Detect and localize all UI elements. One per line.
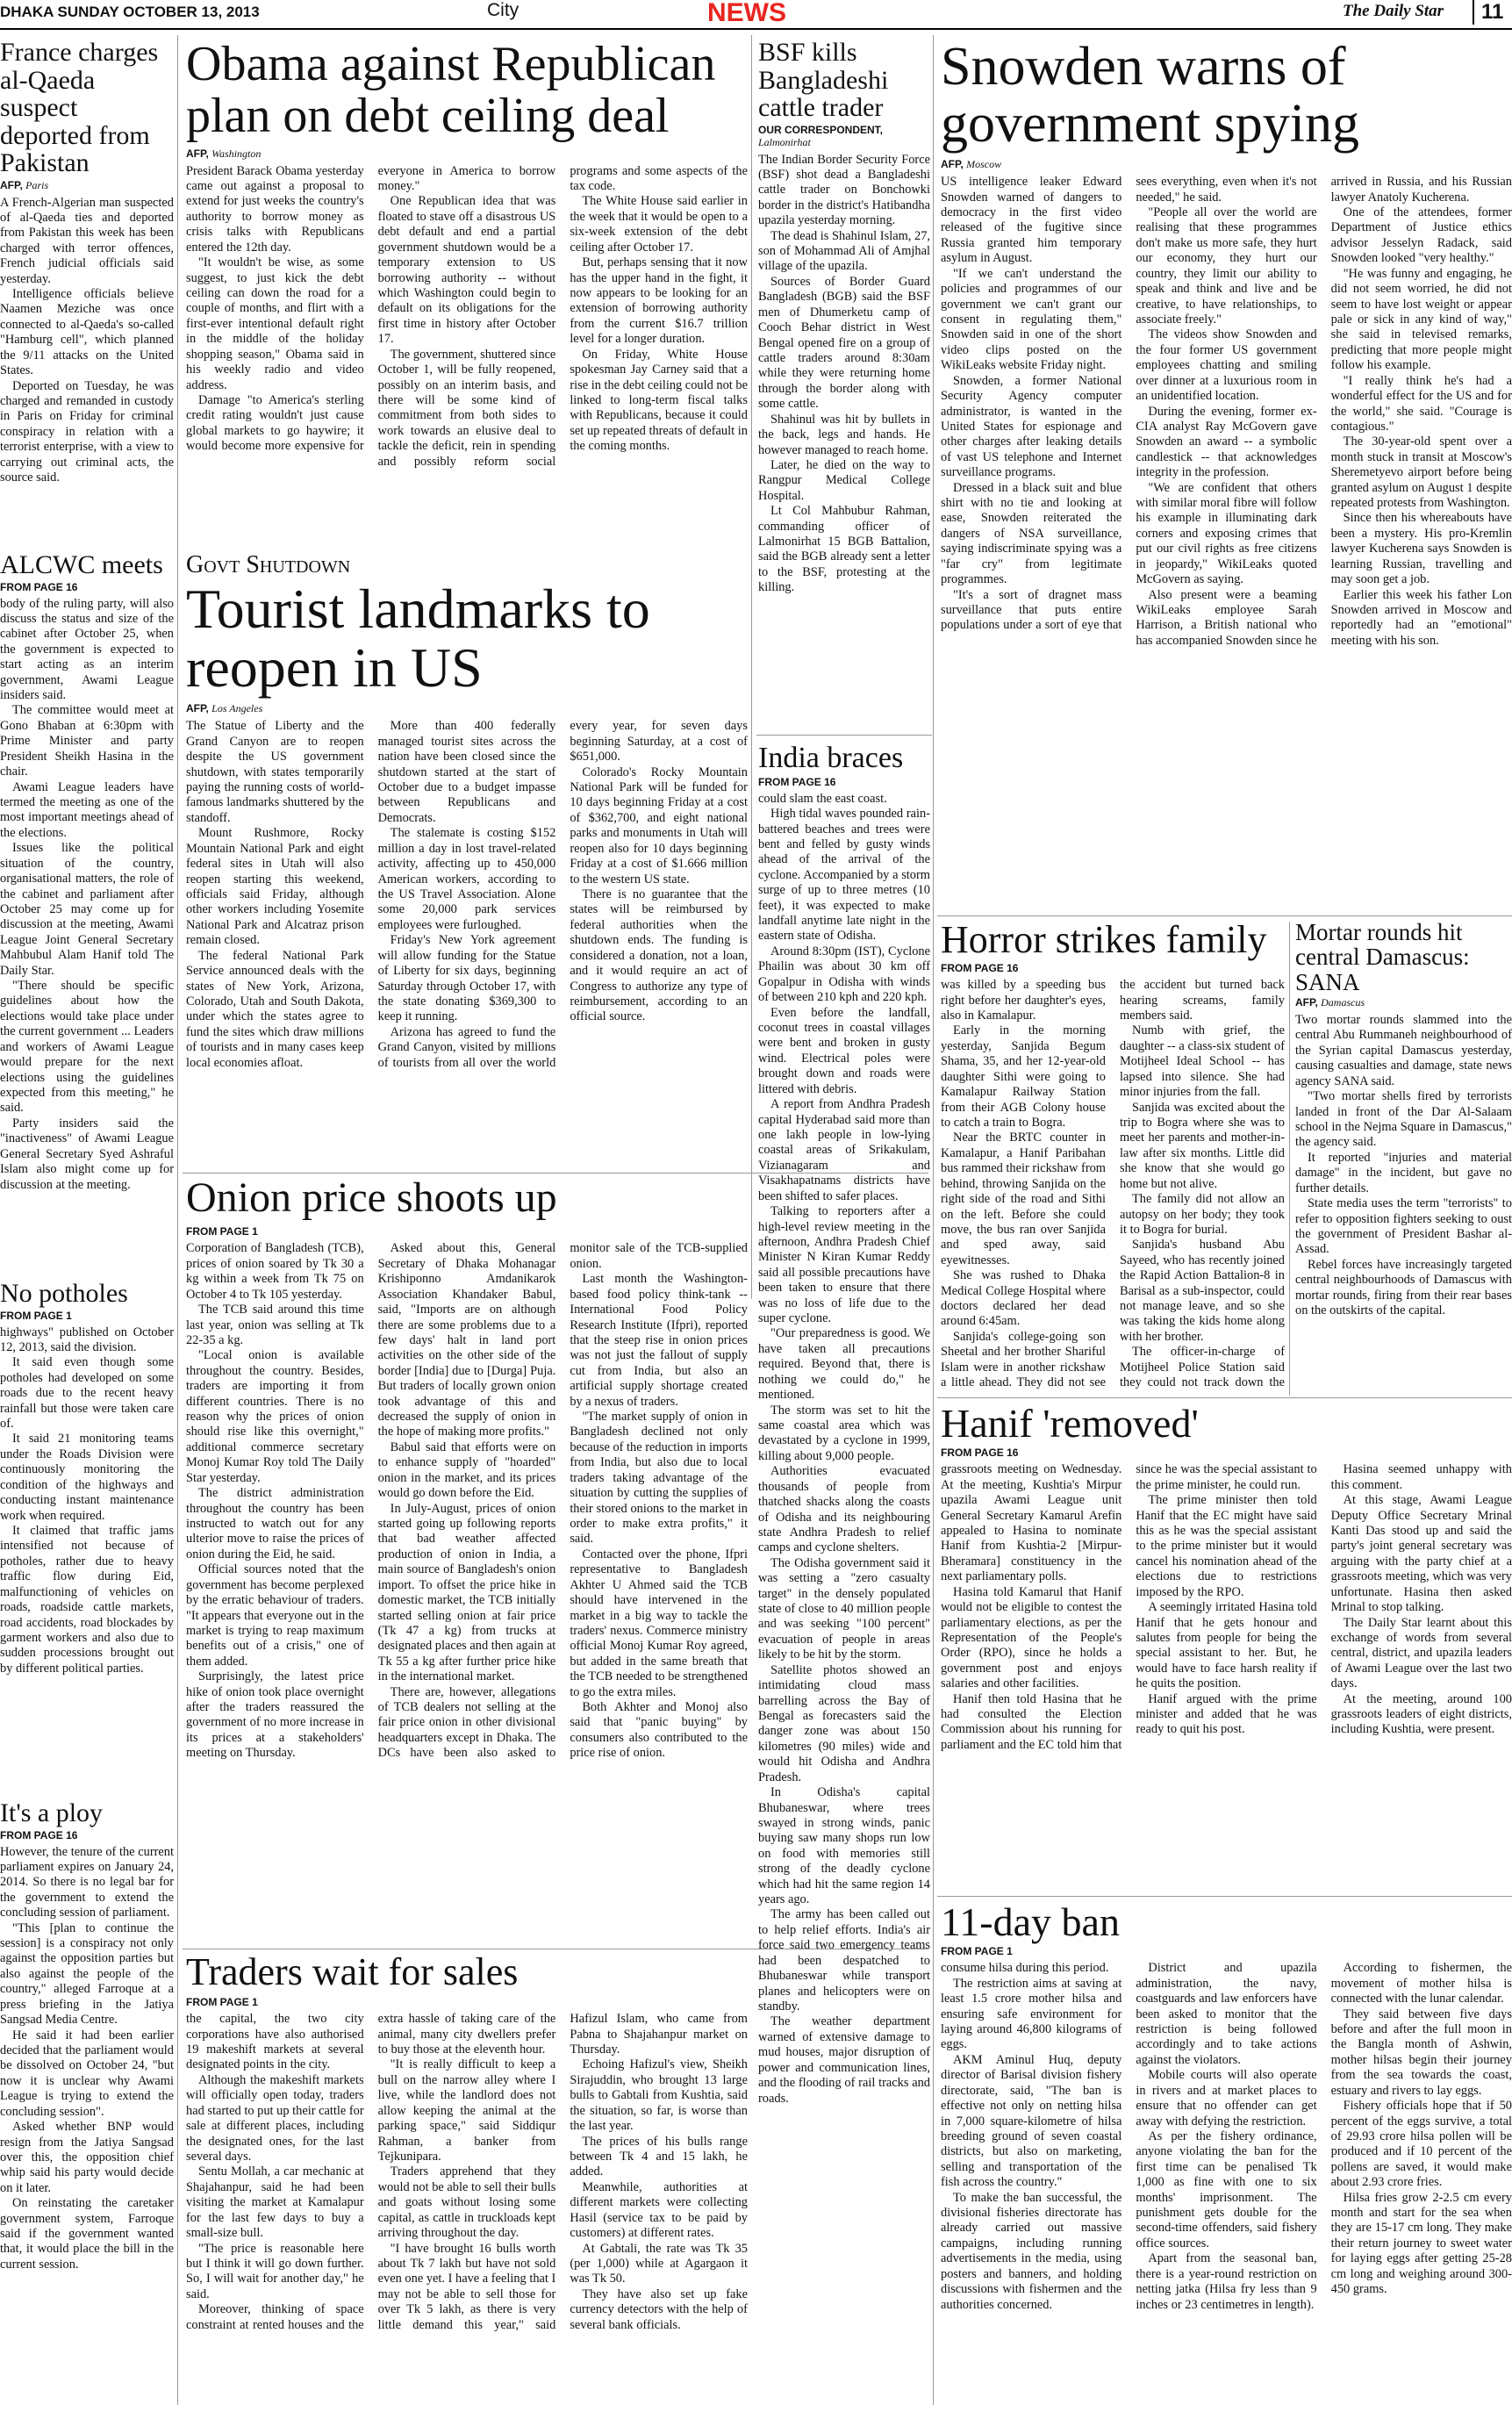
paragraph: Later, he died on the way to Rangpur Medical College Hospital.	[758, 457, 930, 503]
paragraph: At the meeting, around 100 grassroots leaders of eight districts, including Kushtia, were present.	[1330, 1691, 1512, 1737]
body	[0, 196, 174, 486]
headline: India braces	[758, 743, 904, 774]
paragraph: Sanjida's husband Abu Sayeed, who has recently joined the Rapid Action Battalion-8 in Barisal as a sub-inspector, could not manage leave, and so she was taking the kids home along with her brother.	[1120, 1238, 1285, 1344]
paragraph: "I really think he's had a wonderful effect for the US and for the world," she said. "Courage is contagious."	[1330, 373, 1512, 434]
paragraph: was killed by a speeding bus right before her daughter's eyes, also in Kamalapur.	[941, 978, 1106, 1023]
paragraph: The White House said earlier in the week that it would be open to a six-week extension of the debt ceiling after October 17.	[570, 194, 748, 255]
paragraph: Damage "to America's sterling credit rating wouldn't just cause global markets to go haywire; it would become more expensive for everyone in America to borrow money."	[186, 163, 556, 454]
category-label: NEWS	[707, 0, 786, 27]
paragraph: Corporation of Bangladesh (TCB), prices of onion soared by Tk 30 a kg within a week from Tk 75 on October 4 to Tk 105 yesterday.	[186, 1241, 364, 1302]
paragraph: The restriction aims at saving at least 1.5 crore mother hilsa and ensuring safe environment for laying around 46,800 kilograms of eggs.	[941, 1976, 1122, 2052]
paragraph: "He was funny and engaging, he did not seem worried, he did not seem to have lost weight or appear pale or sick in any kind of way," she said in televised remarks, predicting that more people might follow his example.	[1330, 266, 1512, 373]
paragraph: According to fishermen, the movement of mother hilsa is connected with the lunar calendar.	[1330, 1961, 1512, 2006]
paragraph: Mount Rushmore, Rocky Mountain National Park and eight federal sites in Utah will also reopen starting this weekend, officials said Friday, although other workers including Yosemite National Park and Alcatraz prison remain closed.	[186, 826, 364, 948]
paragraph: At Gabtali, the rate was Tk 35 (per 1,000) while at Agargaon it was Tk 50.	[570, 2241, 748, 2286]
paragraph: Party insiders said the "inactiveness" of Awami League General Secretary Syed Ashraful Islam also might come up for discussion at the meeting.	[0, 1116, 174, 1192]
paragraph: The videos show Snowden and the four former US government employees chatting and smiling over dinner at a luxurious room in an unidentified location.	[1136, 327, 1317, 404]
article-ploy	[0, 1799, 174, 2408]
paragraph: grassroots meeting on Wednesday. At the meeting, Kushtia's Mirpur upazila Awami League unit General Secretary Kamarul Arefin appealed to Hasina to nominate Hanif from Kushtia-2 [Mirpur-Bheramara] constituency in the next parliamentary polls.	[941, 1462, 1122, 1584]
byline: FROM PAGE 1	[941, 1945, 1013, 1958]
paragraph: The prime minister then told Hanif that the EC might have said this as he was the special assistant to the prime minister but it would cancel his nomination ahead of the elections due to restrictions imposed by the RPO.	[1136, 1493, 1317, 1599]
paragraph: Earlier this week his father Lon Snowden arrived in Moscow and reportedly had an "emotional" meeting with his son.	[1330, 587, 1512, 648]
paragraph: The TCB said around this time last year, onion was selling at Tk 22-35 a kg.	[186, 1303, 364, 1347]
byline: FROM PAGE 16	[0, 580, 78, 593]
paragraph: Hilsa fries grow 2-2.5 cm every month and start for the sea when they are 15-17 cm long. They make their return journey to sweet water for laying eggs after getting 25-28 cm long and weighing around 300-450 grams.	[1330, 2190, 1512, 2297]
headline: BSF kills Bangladeshi cattle trader	[758, 39, 889, 122]
paragraph: Friday's New York agreement will allow funding for the Statue of Liberty for six days, beginning Saturday through October 17, with the state donating $369,300 to keep it running.	[377, 933, 556, 1024]
paper-name: The Daily Star	[1343, 2, 1444, 20]
paragraph: On Friday, White House spokesman Jay Carney said that a rise in the debt ceiling could not be linked to long-term fiscal talks with Republicans, because it could set up repeated threats of default in the coming months.	[570, 347, 748, 454]
byline: AFP, Washington	[186, 147, 262, 160]
headline: Mortar rounds hit central Damascus: SANA	[1295, 920, 1470, 995]
edition-date: DHAKA SUNDAY OCTOBER 13, 2013	[0, 4, 260, 20]
paragraph: "It wouldn't be wise, as some suggest, to just kick the debt ceiling can down the road for a couple of months, and flirt with a first-ever intentional default right in the middle of the holiday shopping season," Obama said in his weekly radio and video address.	[186, 255, 364, 392]
paragraph: Mobile courts will also operate in rivers and at market places to ensure that no offender can get away with defying the restriction.	[1136, 2068, 1317, 2128]
paragraph: Talking to reporters after a high-level review meeting in the afternoon, Andhra Pradesh Chief Minister N Kiran Kumar Reddy said all possible precautions have been taken to ensure that there was no loss of life due to the super cyclone.	[758, 1204, 930, 1326]
byline: FROM PAGE 1	[186, 1225, 258, 1238]
paragraph: She was rushed to Dhaka Medical College Hospital where doctors declared her dead around 6:45am.	[941, 1268, 1106, 1329]
paragraph: "I have brought 16 bulls worth about Tk 7 lakh but have not sold even one yet. I have a feeling that I may not be able to sell those for over Tk 5 lakh, as there is very little demand this year," said Hafizul Islam, who came from Pabna to Shajahanpur market on Thursday.	[377, 2012, 748, 2332]
paragraph: body of the ruling party, will also discuss the status and size of the cabinet after October 25, when the government is expected to start acting as an interim government, Awami League insiders said.	[0, 596, 174, 703]
article-bsf	[758, 39, 930, 732]
paragraph: It said 21 monitoring teams under the Roads Division were continuously monitoring the condition of the highways and conducting instant maintenance work when required.	[0, 1432, 174, 1523]
body	[941, 175, 1512, 911]
paragraph: Early in the morning yesterday, Sanjida Begum Shama, 35, and her 12-year-old daughter Sithi were going to Kamalapur Railway Station from their AGB Colony house to catch a train to Bogra.	[941, 1023, 1106, 1130]
body	[758, 153, 930, 596]
paragraph: Asked whether BNP would resign from the Jatiya Sangsad over this, the opposition chief whip said his party would decide on it later.	[0, 2120, 174, 2195]
article-potholes	[0, 1280, 174, 1798]
body	[186, 164, 748, 533]
paragraph: On reinstating the caretaker government system, Farroque said if the government wanted that, it would place the bill in the current session.	[0, 2196, 174, 2272]
paragraph: The government, shuttered since October 1, will be fully reopened, possibly on an interim basis, and there will be some kind of commitment from both sides to work towards an elusive deal to tackle the deficit, rein in spending and possibly reform social programs and some aspects of the tax code.	[377, 163, 748, 469]
byline: FROM PAGE 16	[758, 775, 836, 788]
masthead	[0, 0, 1512, 30]
article-snowden	[941, 39, 1512, 911]
section-label: City	[487, 0, 520, 20]
paragraph: Snowden, a former National Security Agency computer administrator, is wanted in the United States for espionage and other charges after leaking details of vast US telephone and Internet surveillance programs.	[941, 373, 1122, 480]
paragraph: The Daily Star learnt about this exchange of words from several central, district, and upazila leaders of Awami League over the last two days.	[1330, 1615, 1512, 1691]
headline: Obama against Republican plan on debt ceiling deal	[186, 39, 716, 143]
paragraph: To make the ban successful, the divisional fisheries directorate has already carried out massive campaigns, including running advertisements in the media, using posters and banners, and holding discussions with fishermen and the authorities concerned.	[941, 2190, 1122, 2312]
paragraph: The dead is Shahinul Islam, 27, son of Mohammad Ali of Amjhal village of the upazila.	[758, 228, 930, 274]
paragraph: Satellite photos showed an intimidating cloud mass barrelling across the Bay of Bengal as forecasters said the danger zone was about 150 kilometres (90 miles) wide and would hit Odisha and Andhra Pradesh.	[758, 1662, 930, 1784]
paragraph: The stalemate is costing $152 million a day in lost travel-related activity, affecting up to 450,000 American workers, according to the US Travel Association. Alone some 20,000 park services employees were furloughed.	[377, 826, 556, 932]
paragraph: Contacted over the phone, Ifpri representative to Bangladesh Akhter U Ahmed said the TCB should have intervened in the market in a big way to tackle the traders' nexus. Commerce ministry official Monoj Kumar Roy agreed, but added in the same breath that the TCB needed to be strengthened to go the extra miles.	[570, 1547, 748, 1699]
article-india	[758, 743, 930, 2408]
paragraph: The 30-year-old spent over a month stuck in transit at Moscow's Sheremetyevo airport before being granted asylum on August 1 despite repeated protests from Washington.	[1330, 434, 1512, 511]
headline: It's a ploy	[0, 1799, 104, 1827]
article-obama	[186, 39, 748, 576]
paragraph: "Local onion is available throughout the country. Besides, traders are importing it from different countries. There is no reason why the prices of onion should rise like this overnight," additional commerce secretary Monoj Kumar Roy told The Daily Star yesterday.	[186, 1348, 364, 1485]
article-onion	[186, 1176, 748, 1945]
paragraph: Issues like the political situation of the country, organisational matters, the role of the cabinet and parliament after October 25 may come up for discussion at the meeting, Awami League Joint General Secretary Mahbubul Alam Hanif told The Daily Star.	[0, 841, 174, 978]
byline: FROM PAGE 1	[186, 1996, 258, 2009]
paragraph: In July-August, prices of onion started going up following reports that bad weather affected production of onion in India, a main source of Bangladesh's onion import. To offset the price hike in domestic market, the TCB initially started selling onion at fair price (Tk 47 a kg) from trucks at designated places and then again at Tk 55 a kg after further price hike in the international market.	[377, 1501, 556, 1684]
byline: OUR CORRESPONDENT, Lalmonirhat	[758, 123, 884, 148]
paragraph: Babul said that efforts were on to enhance supply of "hoarded" onion in the market, and its prices would go down before the Eid.	[377, 1439, 556, 1501]
byline: AFP, Los Angeles	[186, 702, 263, 715]
paragraph: "Our preparedness is good. We have taken all precautions required. Beyond that, there is nothing we could do," he mentioned.	[758, 1326, 930, 1403]
paragraph: consume hilsa during this period.	[941, 1961, 1109, 1976]
paragraph: Both Akhter and Monoj also said that "panic buying" by consumers also contributed to the price rise of onion.	[570, 1700, 748, 1761]
paragraph: The federal National Park Service announced deals with the states of New York, Arizona, Colorado, Utah and South Dakota, under which the states agree to fund the sites which draw millions of tourists and in many cases keep local economies afloat.	[186, 948, 364, 1070]
paragraph: Surprisingly, the latest price hike of onion took place overnight after the traders reassured the government of no more increase in its prices at a stakeholders' meeting on Thursday.	[186, 1669, 364, 1761]
paragraph: The storm was set to hit the same coastal area which was devastated by a cyclone in 1999, killing about 9,000 people.	[758, 1403, 930, 1463]
paragraph: Shahinul was hit by bullets in the back, legs and hands. He however managed to reach home.	[758, 412, 930, 457]
paragraph: Sanjida's college-going son Sheetal and her brother Shariful Islam were in another rickshaw a little ahead. They did not see the accident but turned back hearing screams, family members said.	[941, 978, 1285, 1390]
paragraph: Around 8:30pm (IST), Cyclone Phailin was about 30 km off Gopalpur in Odisha with winds of between 210 kph and 220 kph.	[758, 944, 930, 1005]
paragraph: A seemingly irritated Hasina told Hanif that he gets honour and salutes from people for being the special assistant to her. But, he would have to face harsh reality if he quits the position.	[1136, 1600, 1317, 1691]
paragraph: In Odisha's capital Bhubaneswar, where trees swayed in strong winds, panic buying saw many shops run low on food with memories still strong of the deadly cyclone which had hit the same region 14 years ago.	[758, 1785, 930, 1907]
paragraph: Although the makeshift markets will officially open today, traders had started to put up their cattle for sale at different places, including the designated ones, for the last several days.	[186, 2072, 364, 2164]
headline: Tourist landmarks to reopen in US	[186, 578, 650, 700]
paragraph: The officer-in-charge of Motijheel Police Station said they could not track down the	[1120, 1345, 1285, 1390]
paragraph: Traders apprehend that they would not be able to sell their bulls and goats without losing some capital, as cattle in truckloads kept arriving throughout the day.	[377, 2164, 556, 2241]
article-ban	[941, 1901, 1512, 2408]
body	[186, 719, 748, 1140]
body	[0, 597, 174, 1193]
paragraph: "This [plan to continue the session] is a conspiracy not only against the opposition parties but also against the people of the country," alleged Farroque at a press briefing in the Jatiya Sangsad Media Centre.	[0, 1920, 174, 2028]
paragraph: It claimed that traffic jams intensified not because of potholes, rather due to heavy traffic flow during Eid, malfunctioning of vehicles on roads, roadside cattle markets, road accidents, road blockades by garment workers and also due to sudden processions brought out by different political parties.	[0, 1523, 174, 1676]
paragraph: But, perhaps sensing that it now has the upper hand in the fight, it now appears to be looking for an extension of borrowing authority from the current $16.7 trillion level for a longer duration.	[570, 255, 748, 347]
paragraph: There are, however, allegations of TCB dealers not selling at the fair price onion in other divisional headquarters except in Dhaka. The DCs have been also asked to monitor sale of the TCB-supplied onion.	[377, 1241, 748, 1761]
article-france	[0, 39, 174, 583]
paragraph: "We are confident that others with similar moral fibre will follow his example in illuminating dark corners and exposing crimes that put our civil rights as free citizens in jeopardy," WikiLeaks quoted McGovern as saying.	[1136, 480, 1317, 587]
paragraph: At this stage, Awami League Deputy Office Secretary Mrinal Kanti Das stood up and said the party's joint general secretary was arguing with the party chief at a grassroots meeting, which was very unfortunate. Hasina then asked Mrinal to stop talking.	[1330, 1493, 1512, 1615]
paragraph: The committee would meet at Gono Bhaban at 6:30pm with Prime Minister and party President Sheikh Hasina in the chair.	[0, 703, 174, 779]
body	[0, 1325, 174, 1677]
paragraph: Even before the landfall, coconut trees in coastal villages were bent and broken in gusty wind. Electrical poles were brought down and roads were littered with debris.	[758, 1005, 930, 1096]
paragraph: Near the BRTC counter in Kamalapur, a Hanif Paribahan bus rammed their rickshaw from behind, throwing Sanjida on the right side of the road and Sithi on the left. Before she could move, the bus ran over Sanjida and sped away, said eyewitnesses.	[941, 1131, 1106, 1267]
body	[186, 2012, 748, 2398]
paragraph: A French-Algerian man suspected of al-Qaeda ties and deported from Pakistan this week has been charged with terror offences, French judicial officials said yesterday.	[0, 195, 174, 286]
byline: AFP, Paris	[0, 178, 49, 191]
paragraph: "It's a sort of dragnet mass surveillance that puts entire populations under a sort of eye that sees everything, even when it's not needed," he said.	[941, 175, 1317, 633]
article-horror	[941, 920, 1285, 1394]
paragraph: Last month the Washington-based food policy think-tank -- International Food Policy Research Institute (Ifpri), reported that the steep rise in onion prices was not just the fallout of supply cut from India, but also an artificial supply shortage created by a nexus of traders.	[570, 1272, 748, 1409]
paragraph: Sentu Mollah, a car mechanic at Shajahanpur, said he had been visiting the market at Kamalapur for the last few days to buy a small-size bull.	[186, 2164, 364, 2241]
paragraph: The army has been called out to help relief efforts. India's air force said two emergency teams had been despatched to Bhubaneswar while transport planes and helicopters were on standby.	[758, 1907, 930, 2014]
page-number: 11	[1473, 0, 1503, 25]
paragraph: The weather department warned of extensive damage to mud houses, major disruption of power and communication lines, and the flooding of rail tracks and roads.	[758, 2014, 930, 2106]
paragraph: US intelligence leaker Edward Snowden warned of dangers to democracy in the first video released of the fugitive since Russia granted him temporary asylum in August.	[941, 175, 1122, 266]
paragraph: the capital, the two city corporations have also authorised 19 makeshift markets at several designated points in the city.	[186, 2012, 364, 2072]
headline: Traders wait for sales	[186, 1952, 519, 1993]
body	[186, 1241, 748, 1926]
paragraph: Apart from the seasonal ban, there is a year-round restriction on netting jatka (Hilsa fry less than 9 inches or 23 centimetres in length).	[1136, 2251, 1317, 2312]
paragraph: They said between five days before and after the full moon in the Bangla month of Ashwin, mother hilsas begin their journey from the sea towards the coast, estuary and rivers to lay eggs.	[1330, 2006, 1512, 2098]
paragraph: It reported "injuries and material damage" in the incident, but gave no further details.	[1295, 1150, 1512, 1195]
paragraph: State media uses the term "terrorists" to refer to opposition fighters seeking to oust the government of President Bashar al-Assad.	[1295, 1196, 1512, 1257]
body	[941, 1462, 1512, 1892]
paragraph: "It is really difficult to keep a bull on the narrow alley where I live, while the landlord does not allow keeping the animal at the parking space," said Siddiqur Rahman, a banker from Tejkunipara.	[377, 2057, 556, 2164]
headline: Hanif 'removed'	[941, 1403, 1199, 1446]
article-alcwc	[0, 551, 174, 1278]
paragraph: Moreover, thinking of space constraint at rented houses and the extra hassle of taking care of the animal, many city dwellers prefer to buy those at the eleventh hour.	[186, 2012, 556, 2332]
paragraph: Hasina seemed unhappy with this comment.	[1330, 1462, 1512, 1492]
paragraph: However, the tenure of the current parliament expires on January 24, 2014. So there is no legal bar for the government to extend the concluding session of parliament.	[0, 1844, 174, 1920]
headline: 11-day ban	[941, 1901, 1120, 1944]
paragraph: One of the attendees, former Department of Justice ethics advisor Jesselyn Radack, said Snowden looked "very healthy."	[1330, 205, 1512, 266]
paragraph: Hanif argued with the prime minister and added that he was ready to quit his post.	[1136, 1691, 1317, 1737]
paragraph: Since then his whereabouts have been a mystery. His pro-Kremlin lawyer Kucherena says Snowden is learning Russian, travelling and may soon get a job.	[1330, 511, 1512, 587]
paragraph: Colorado's Rocky Mountain National Park will be funded for 10 days beginning Friday at a cost of $362,700, and eight national parks and monuments in Utah will reopen also for 10 days beginning Friday at a cost of $1.666 million to the western US state.	[570, 765, 748, 887]
article-mortar	[1295, 920, 1512, 1394]
paragraph: Lt Col Mahbubur Rahman, commanding officer of Lalmonirhat 15 BGB Battalion, said the BGB already sent a letter to the BSF, protesting at the killing.	[758, 504, 930, 595]
paragraph: It said even though some potholes had developed on some roads due to the recent heavy rainfall but those were taken care of.	[0, 1355, 174, 1432]
paragraph: "The market supply of onion in Bangladesh declined not only because of the reduction in imports from India, but also due to local traders taking advantage of the situation by cutting the supplies of their stored onions to the market in order to make extra profits," it said.	[570, 1410, 748, 1547]
paragraph: Meanwhile, authorities at different markets were collecting Hasil (service tax to be paid by customers) at different rates.	[570, 2179, 748, 2241]
byline: FROM PAGE 1	[0, 1309, 72, 1322]
paragraph: They have also set up fake currency detectors with the help of several bank officials.	[570, 2286, 748, 2332]
paragraph: Hanif then told Hasina that he had consulted the Election Commission about his running for parliament and the EC told him that since he was the special assistant to the prime minister, he could run.	[941, 1462, 1317, 1752]
headline: No potholes	[0, 1280, 128, 1308]
paragraph: AKM Aminul Huq, deputy director of Barisal division fishery directorate, said, "The ban is effective not only on netting hilsa in 7,000 square-kilometre of hilsa breeding ground of seven coastal districts, but also on marketing, selling and transportation of the fish across the country."	[941, 2052, 1122, 2190]
paragraph: "People all over the world are realising that these programmes don't make us more safe, they hurt our economy, they hurt our country, they limit our ability to speak and think and live and be creative, to have relationships, to associate freely."	[1136, 205, 1317, 327]
paragraph: High tidal waves pounded rain-battered beaches and trees were bent and felled by gusty winds ahead of the arrival of the cyclone. Accompanied by a storm surge of up to three metres (10 feet), it was expected to make landfall anytime late night in the eastern state of Odisha.	[758, 807, 930, 944]
paragraph: Dressed in a black suit and blue shirt with no tie and looking at ease, Snowden reiterated the dangers of NSA surveillance, saying indiscriminate spying was a "far cry" from legitimate programmes.	[941, 480, 1122, 587]
byline: FROM PAGE 16	[941, 962, 1019, 975]
paragraph: Hasina told Kamarul that Hanif would not be eligible to contest the parliamentary elections, as per the Representation of the People's Order (RPO), since he holds a government post and enjoys salaries and other facilities.	[941, 1584, 1122, 1691]
paragraph: "Two mortar shells fired by terrorists landed in front of the Dar Al-Salaam school in the Nejma Square in Damascus," the agency said.	[1295, 1089, 1512, 1150]
paragraph: "There should be specific guidelines about how the elections would take place under the current government ... Leaders and workers of Awami League would prepare for the next elections using the guidelines expected from this meeting," he said.	[0, 979, 174, 1116]
paragraph: Official sources noted that the government has become perplexed by the erratic behaviour of traders. "It appears that everyone out in the market is trying to reap maximum benefits out of a crisis," one of them added.	[186, 1562, 364, 1669]
paragraph: Rebel forces have increasingly targeted central neighbourhoods of Damascus with mortar rounds, firing from their rear bases on the outskirts of the capital.	[1295, 1257, 1512, 1318]
byline: FROM PAGE 16	[0, 1828, 78, 1841]
paragraph: Also present were a beaming WikiLeaks employee Sarah Harrison, a British national who has accompanied Snowden since he arrived in Russia, and his Russian lawyer Anatoly Kucherena.	[1136, 175, 1512, 648]
paragraph: The Odisha government said it was setting a "zero casualty target" in the densely populated state of close to 40 million people and was seeking "100 percent" evacuation of people in areas likely to be hit by the storm.	[758, 1555, 930, 1662]
paragraph: Awami League leaders have termed the meeting as one of the most important meetings ahead of the elections.	[0, 779, 174, 840]
byline: FROM PAGE 16	[941, 1446, 1019, 1460]
paragraph: Two mortar rounds slammed into the central Abu Rummaneh neighbourhood of the Syrian capital Damascus yesterday, causing casualties and damage, state news agency SANA said.	[1295, 1013, 1512, 1088]
body	[758, 792, 930, 2107]
headline: Horror strikes family	[941, 920, 1267, 961]
paragraph: Fishery officials hope that if 50 percent of the eggs survive, a total of 29.93 crore hilsa pollen will be produced and if 10 percent of the pollens are saved, it would make about 2.93 crore fries.	[1330, 2099, 1512, 2190]
paragraph: highways" published on October 12, 2013, said the division.	[0, 1324, 174, 1354]
paragraph: "The price is reasonable here but I think it will go down further. So, I will wait for another day," he said.	[186, 2241, 364, 2301]
paragraph: Sanjida was excited about the trip to Bogra where she was to meet her parents and mother-in-law after six months. Little did she know that she would go home but not alive.	[1120, 1100, 1285, 1191]
article-hanif	[941, 1403, 1512, 1892]
paragraph: During the evening, former ex-CIA analyst Ray McGovern gave Snowden an award -- a symbolic candlestick -- that acknowledges integrity in the profession.	[1136, 404, 1317, 480]
paragraph: The Indian Border Security Force (BSF) shot dead a Bangladeshi cattle trader on Bonchowki border in the district's Hatibandha upazila yesterday morning.	[758, 152, 930, 228]
paragraph: Sources of Border Guard Bangladesh (BGB) said the BSF men of Dhumerketu camp of Cooch Behar district in West Bengal opened fire on a group of cattle traders around 8:30am while they were returning home through the border along with some cattle.	[758, 274, 930, 412]
headline: France charges al-Qaeda suspect deported from Pakistan	[0, 39, 159, 177]
paragraph: Intelligence officials believe Naamen Meziche was once connected to al-Qaeda's so-called "Hamburg cell", which planned the 9/11 attacks on the United States.	[0, 287, 174, 378]
byline: AFP, Moscow	[941, 158, 1002, 171]
body	[0, 1845, 174, 2273]
paragraph: Asked about this, General Secretary of Dhaka Mohanagar Krishiponno Amdanikarok Association Khandaker Babul, said, "Imports are on although there are some problems due to a few days' halt in land port activities on the other side of the border [India] due to [Durga] Puja. But traders of locally grown onion took advantage of this and decreased the supply of onion in the hope of making more profits."	[377, 1241, 556, 1439]
paragraph: More than 400 federally managed tourist sites across the nation have been closed since the shutdown started at the start of October due to a budget impasse between Republicans and Democrats.	[377, 719, 556, 825]
byline: AFP, Damascus	[1295, 996, 1365, 1009]
paragraph: "If we can't understand the policies and programmes of our government we can't grant our consent in regulating them," Snowden said in one of the short video clips posted on the WikiLeaks website Friday night.	[941, 266, 1122, 373]
headline: ALCWC meets	[0, 551, 163, 579]
kicker: Govt Shutdown	[186, 551, 351, 578]
paragraph: The Statue of Liberty and the Grand Canyon are to reopen despite the US government shutdown, with states temporarily paying the running costs of world-famous landmarks shuttered by the standoff.	[186, 719, 364, 825]
body	[941, 1961, 1512, 2408]
paragraph: Arizona has agreed to fund the Grand Canyon, visited by millions of tourists from all over the world every year, for seven days beginning Saturday, at a cost of $651,000.	[377, 719, 748, 1070]
paragraph: District and upazila administration, the navy, coastguards and law enforcers have been asked to monitor that the restriction is being followed accordingly and to take actions against the violators.	[1136, 1961, 1317, 2067]
paragraph: The prices of his bulls range between Tk 4 and 15 lakh, he added.	[570, 2134, 748, 2179]
paragraph: He said it had been earlier decided that the parliament would be dissolved on October 24, "but now it is unclear why Awami League is trying to extend the concluding session".	[0, 2028, 174, 2119]
headline: Snowden warns of government spying	[941, 39, 1359, 154]
paragraph: Deported on Tuesday, he was charged and remanded in custody in Paris on Friday for criminal conspiracy in relation with a terrorist enterprise, with a view to carrying out criminal acts, the source said.	[0, 378, 174, 485]
paragraph: As per the fishery ordinance, anyone violating the ban for the first time can be penalised Tk 1,000 as fine with one to six months' imprisonment. The punishment gets double for the second-time offenders, said fishery office sources.	[1136, 2128, 1317, 2250]
paragraph: President Barack Obama yesterday came out against a proposal to extend for just weeks the country's authority to borrow money as crisis talks with Republicans entered the 12th day.	[186, 163, 364, 255]
paragraph: Echoing Hafizul's view, Sheikh Sirajuddin, who brought 13 large bulls to Gabtali from Kushtia, said the situation, so far, is worse than the last year.	[570, 2057, 748, 2134]
paragraph: The district administration throughout the country has been instructed to watch out for any ulterior move to raise the prices of onion during the Eid, he said.	[186, 1486, 364, 1561]
body	[941, 978, 1285, 1394]
paragraph: Numb with grief, the daughter -- a class-six student of Motijheel Ideal School -- has lapsed into silence. She had minor injuries from the fall.	[1120, 1023, 1285, 1100]
paragraph: One Republican idea that was floated to stave off a disastrous US debt default and end a partial government shutdown would be a temporary extension to US borrowing authority -- without which Washington could begin to default on its obligations for the first time in history after October 17.	[377, 194, 556, 347]
article-traders	[186, 1952, 748, 2408]
paragraph: could slam the east coast.	[758, 791, 887, 806]
paragraph: The family did not allow an autopsy on her body; they took it to Bogra for burial.	[1120, 1192, 1285, 1237]
paragraph: Authorities evacuated thousands of people from thatched shacks along the coasts of Odisha and its neighbouring state Andhra Pradesh to relief camps and cyclone shelters.	[758, 1464, 930, 1555]
paragraph: There is no guarantee that the states will be reimbursed by federal authorities when the shutdown ends. The funding is considered a donation, not a loan, and it would require an act of Congress to authorize any type of reimbursement, according to an official source.	[570, 887, 748, 1024]
article-tourist	[186, 551, 748, 1171]
body	[1295, 1013, 1512, 1318]
headline: Onion price shoots up	[186, 1176, 557, 1221]
paragraph: A report from Andhra Pradesh capital Hyderabad said more than one lakh people in low-lying coastal areas of Srikakulam, Vizianagaram and Visakhapatnams districts have been shifted to safer places.	[758, 1097, 930, 1203]
